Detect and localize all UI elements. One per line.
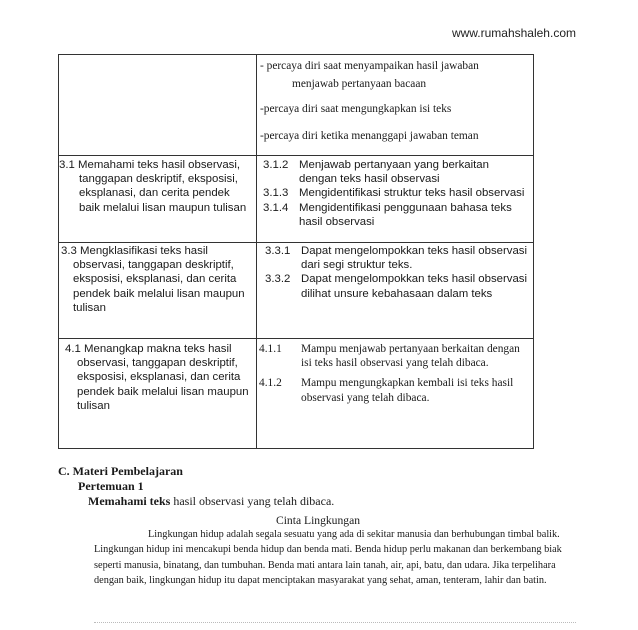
list-item [259,342,529,370]
kd-text: 4.1 Menangkap makna teks hasil observasi, tanggapan deskriptif, eksposisi, eksplanasi, dan cerita pendek baik melalui lisan maupun tulisan [65,343,249,412]
table-row [59,243,534,339]
story-title: Cinta Lingkungan [275,514,361,527]
indicator-number: 3.3.1 [265,245,291,257]
indicator-text: Dapat mengelompokkan teks hasil observasi dilihat unsure kebahasaan dalam teks [301,273,528,300]
indicator-number: 3.1.4 [263,201,289,214]
objective-rest: hasil observasi yang telah dibaca. [170,494,335,508]
list-item [265,244,529,272]
site-url: www.rumahshaleh.com [451,26,576,40]
kd-text: 3.1 Memahami teks hasil observasi, tanggapan deskriptif, eksposisi, eksplanasi, dan cerita pendek baik melalui lisan maupun tulisan [59,159,247,214]
attitude-line: -percaya diri saat mengungkapkan isi teks [260,103,452,116]
kd-text: 3.3 Mengklasifikasi teks hasil observasi, tanggapan deskriptif, eksposisi, eksplanasi, dan cerita pendek baik melalui lisan maupun tulisan [61,245,245,314]
attitude-line: -percaya diri ketika menanggapi jawaban teman [260,129,479,142]
indicator-number: 3.1.3 [263,187,289,200]
attitude-line: - percaya diri saat menyampaikan hasil jawaban [260,60,479,72]
meeting-label: Pertemuan 1 [78,479,144,493]
table-cell-indicators [257,243,534,339]
list-item [263,201,529,229]
indicator-text: Mampu mengungkapkan kembali isi teks hasil observasi yang telah dibaca. [301,377,514,404]
list-item [263,186,529,200]
indicator-text: Dapat mengelompokkan teks hasil observasi dari segi struktur teks. [301,245,528,272]
list-item [263,158,529,186]
indicator-number: 4.1.1 [259,343,282,355]
indicator-number: 4.1.2 [259,377,282,390]
table-row [59,55,534,156]
section-heading: C. Materi Pembelajaran [58,464,183,478]
indicator-text: Mengidentifikasi struktur teks hasil observasi [299,187,525,200]
table-cell-attitudes [257,55,534,156]
story-text: Lingkungan hidup adalah segala sesuatu yang ada di sekitar manusia dan berhubungan timbal balik. Lingkungan hidup ini mencakupi benda hidup dan benda mati. Benda hidup perlu makanan dan berkembang biak seperti manusia, binatang, dan tumbuhan. Benda mati antara lain tanah, air, api, batu, dan udara. Jika terpelihara dengan baik, lingkungan hidup itu dapat menciptakan masyarakat yang sehat, aman, tenteram, lahir dan batin. [94,529,562,587]
indicator-text: Menjawab pertanyaan yang berkaitan dengan teks hasil observasi [299,159,489,186]
table-row [59,156,534,243]
attitude-line: menjawab pertanyaan bacaan [292,78,427,91]
table-cell-kd [59,156,257,243]
list-item [265,272,529,300]
indicator-list [257,339,533,407]
indicator-text: Mengidentifikasi penggunaan bahasa teks hasil observasi [299,201,512,228]
table-cell-empty [59,55,257,156]
materi-section [58,464,578,509]
divider [94,622,576,623]
table-row [59,339,534,449]
indicator-number: 3.1.2 [263,159,289,171]
objective-bold: Memahami teks [88,494,171,508]
table-cell-indicators [257,156,534,243]
table-cell-indicators [257,339,534,449]
table-cell-kd [59,243,257,339]
indicator-list [257,243,533,303]
kd-indicator-table [58,54,534,449]
table-cell-kd [59,339,257,449]
list-item [259,376,529,404]
objective-line [58,494,578,509]
indicator-list [257,156,533,231]
indicator-text: Mampu menjawab pertanyaan berkaitan dengan isi teks hasil observasi yang telah dibaca. [301,343,520,370]
story-paragraph [94,527,576,589]
indicator-number: 3.3.2 [265,273,291,286]
